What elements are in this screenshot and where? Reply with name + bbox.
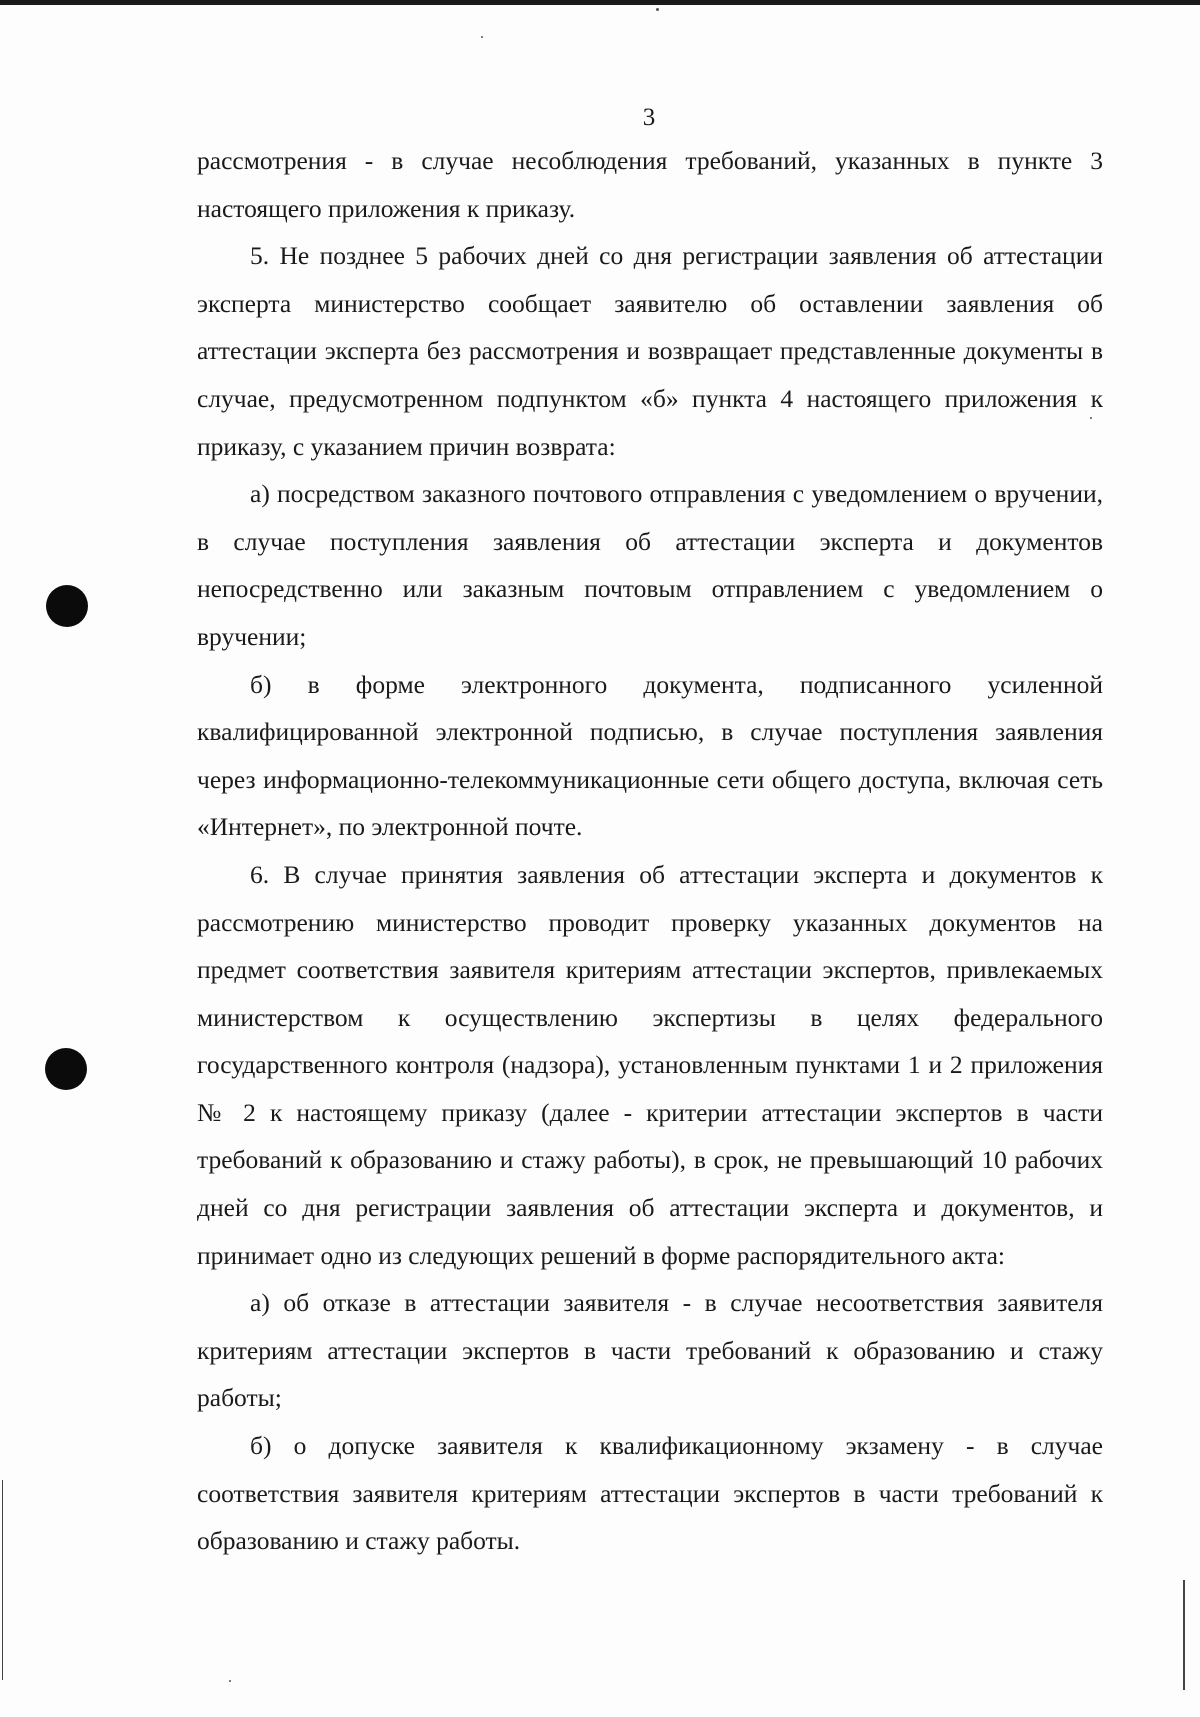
scan-speck [1090, 417, 1092, 419]
punch-hole-bottom [45, 1048, 87, 1090]
paragraph-item-6: 6. В случае принятия заявления об аттестации эксперта и документов к рассмотрению министерство проводит проверку указанных документов на предмет соответствия заявителя критериям аттестации экспертов, привлекаемых министерством к осуществлению экспертизы в целях федерального государственного контроля (надзора), установленным пунктами 1 и 2 приложения № 2 к настоящему приказу (далее - критерии аттестации экспертов в части требований к образованию и стажу работы), в срок, не превышающий 10 рабочих дней со дня регистрации заявления об аттестации эксперта и документов, и принимает одно из следующих решений в форме распорядительного акта: [197, 859, 1103, 1270]
punch-hole-top [46, 585, 88, 627]
scan-speck [229, 1680, 231, 1682]
scan-speck [481, 36, 483, 38]
paragraph-item-5a: а) посредством заказного почтового отправления с уведомлением о вручении, в случае поступления заявления об аттестации эксперта и документов непосредственно или заказным почтовым отправлением с уведомлением о вручении; [197, 479, 1103, 651]
scan-edge-line [2, 1480, 3, 1680]
paragraph-item-6b: б) о допуске заявителя к квалификационному экзамену - в случае соответствия заявителя критериям аттестации экспертов в части требований к образованию и стажу работы. [197, 1431, 1103, 1556]
scan-top-edge [0, 0, 1200, 5]
scan-edge-line [1183, 1580, 1185, 1690]
paragraph-item-5: 5. Не позднее 5 рабочих дней со дня регистрации заявления об аттестации эксперта министерство сообщает заявителю об оставлении заявления об аттестации эксперта без рассмотрения и возвращает представленные документы в случае, предусмотренном подпунктом «б» пункта 4 настоящего приложения к приказу, с указанием причин возврата: [197, 241, 1103, 461]
paragraph-continuation: рассмотрения - в случае несоблюдения требований, указанных в пункте 3 настоящего приложения к приказу. [197, 146, 1103, 223]
paragraph-item-5b: б) в форме электронного документа, подписанного усиленной квалифицированной электронной подписью, в случае поступления заявления через информационно-телекоммуникационные сети общего доступа, включая сеть «Интернет», по электронной почте. [197, 669, 1103, 842]
scan-speck [656, 8, 659, 11]
paragraph-item-6a: а) об отказе в аттестации заявителя - в случае несоответствия заявителя критериям аттестации экспертов в части требований к образованию и стажу работы; [197, 1288, 1103, 1413]
document-body [197, 137, 1103, 1565]
page-number: 3 [642, 104, 656, 131]
